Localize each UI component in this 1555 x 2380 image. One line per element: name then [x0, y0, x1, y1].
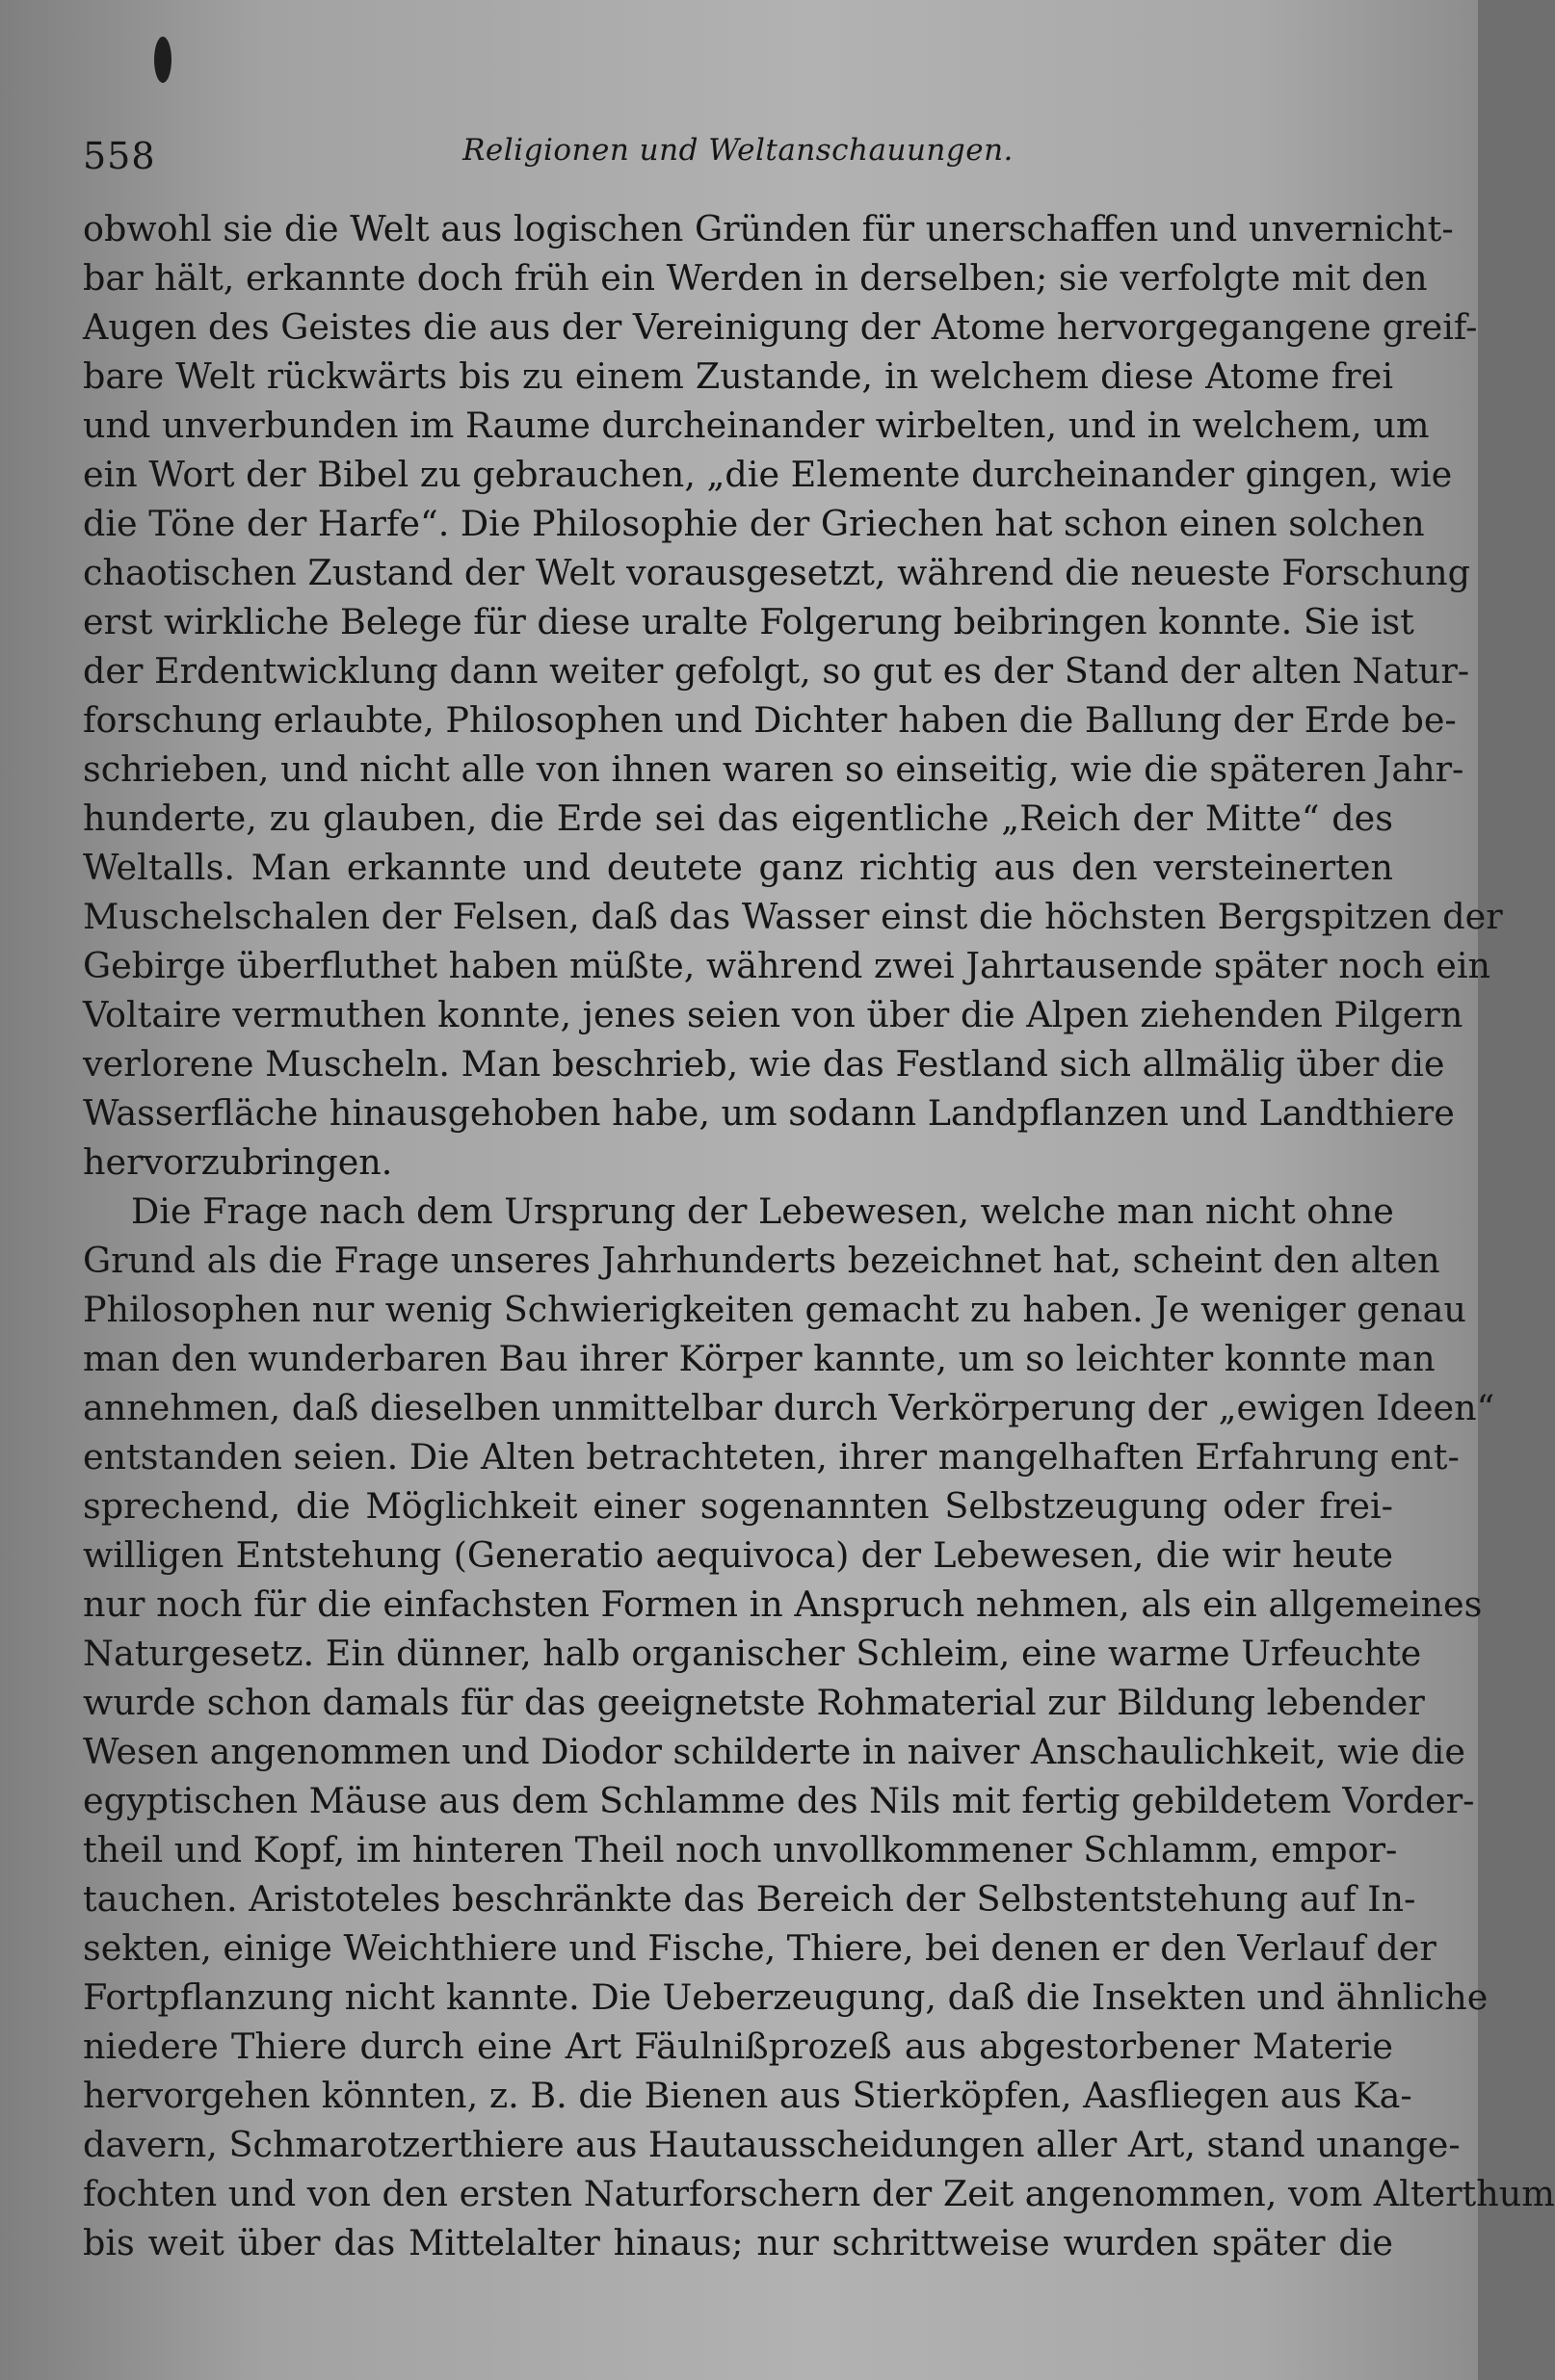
text-line: man den wunderbaren Bau ihrer Körper kannte, um so leichter konnte man: [83, 1338, 1436, 1379]
text-line: verlorene Muscheln. Man beschrieb, wie das Festland sich allmälig über die: [83, 1043, 1445, 1085]
text-line: Voltaire vermuthen konnte, jenes seien von über die Alpen ziehenden Pilgern: [83, 994, 1463, 1035]
text-line: Die Frage nach dem Ursprung der Lebewesen, welche man nicht ohne: [131, 1190, 1394, 1232]
text-line: bare Welt rückwärts bis zu einem Zustande, in welchem diese Atome frei: [83, 355, 1393, 397]
text-line: hervorgehen könnten, z. B. die Bienen aus Stierköpfen, Aasfliegen aus Ka-: [83, 2075, 1412, 2116]
text-line: Augen des Geistes die aus der Vereinigung der Atome hervorgegangene greif-: [83, 306, 1478, 348]
text-line: niedere Thiere durch eine Art Fäulnißprozeß aus abgestorbener Materie: [83, 2026, 1393, 2067]
text-line: hervorzubringen.: [83, 1141, 393, 1183]
text-line: tauchen. Aristoteles beschränkte das Bereich der Selbstentstehung auf In-: [83, 1878, 1416, 1920]
text-line: Wasserfläche hinausgehoben habe, um sodann Landpflanzen und Landthiere: [83, 1092, 1455, 1134]
text-line: schrieben, und nicht alle von ihnen waren so einseitig, wie die späteren Jahr-: [83, 748, 1464, 790]
text-line: Philosophen nur wenig Schwierigkeiten gemacht zu haben. Je weniger genau: [83, 1289, 1466, 1330]
text-line: obwohl sie die Welt aus logischen Gründen für unerschaffen und unvernicht-: [83, 208, 1454, 249]
text-line: erst wirkliche Belege für diese uralte Folgerung beibringen konnte. Sie ist: [83, 601, 1414, 642]
text-line: der Erdentwicklung dann weiter gefolgt, so gut es der Stand der alten Natur-: [83, 650, 1470, 692]
paragraph-1: [83, 204, 1503, 1187]
text-line: annehmen, daß dieselben unmittelbar durch Verkörperung der „ewigen Ideen“: [83, 1387, 1495, 1428]
body-text: [83, 204, 1555, 2267]
text-line: Muschelschalen der Felsen, daß das Wasser einst die höchsten Bergspitzen der: [83, 896, 1503, 937]
text-line: Wesen angenommen und Diodor schilderte in naiver Anschaulichkeit, wie die: [83, 1731, 1465, 1772]
text-line: Fortpflanzung nicht kannte. Die Ueberzeugung, daß die Insekten und ähnliche: [83, 1976, 1489, 2018]
text-line: ein Wort der Bibel zu gebrauchen, „die Elemente durcheinander gingen, wie: [83, 454, 1453, 495]
text-line: die Töne der Harfe“. Die Philosophie der Griechen hat schon einen solchen: [83, 503, 1425, 544]
paragraph-2: [83, 1187, 1555, 2267]
text-line: fochten und von den ersten Naturforschern der Zeit angenommen, vom Alterthum: [83, 2173, 1555, 2214]
text-line: willigen Entstehung (Generatio aequivoca) der Lebewesen, die wir heute: [83, 1534, 1393, 1576]
text-line: Weltalls. Man erkannte und deutete ganz richtig aus den versteinerten: [83, 847, 1393, 888]
text-line: hunderte, zu glauben, die Erde sei das eigentliche „Reich der Mitte“ des: [83, 798, 1393, 839]
text-line: theil und Kopf, im hinteren Theil noch unvollkommener Schlamm, empor-: [83, 1829, 1398, 1870]
text-line: bis weit über das Mittelalter hinaus; nur schrittweise wurden später die: [83, 2222, 1393, 2263]
text-line: chaotischen Zustand der Welt vorausgesetzt, während die neueste Forschung: [83, 552, 1471, 593]
page-header: [83, 131, 1393, 189]
text-line: wurde schon damals für das geeignetste Rohmaterial zur Bildung lebender: [83, 1682, 1425, 1723]
text-line: nur noch für die einfachsten Formen in Anspruch nehmen, als ein allgemeines: [83, 1583, 1483, 1625]
text-line: Grund als die Frage unseres Jahrhunderts bezeichnet hat, scheint den alten: [83, 1240, 1440, 1281]
text-line: entstanden seien. Die Alten betrachteten, ihrer mangelhaften Erfahrung ent-: [83, 1436, 1460, 1478]
page-number: 558: [83, 135, 156, 177]
text-line: bar hält, erkannte doch früh ein Werden in derselben; sie verfolgte mit den: [83, 257, 1428, 299]
text-line: forschung erlaubte, Philosophen und Dichter haben die Ballung der Erde be-: [83, 699, 1457, 741]
text-line: davern, Schmarotzerthiere aus Hautausscheidungen aller Art, stand unange-: [83, 2124, 1461, 2165]
running-title: Religionen und Weltanschauungen.: [462, 133, 1014, 168]
text-line: sekten, einige Weichthiere und Fische, Thiere, bei denen er den Verlauf der: [83, 1927, 1436, 1969]
text-line: sprechend, die Möglichkeit einer sogenannten Selbstzeugung oder frei-: [83, 1485, 1393, 1527]
text-line: und unverbunden im Raume durcheinander wirbelten, und in welchem, um: [83, 405, 1430, 446]
text-line: Gebirge überfluthet haben müßte, während zwei Jahrtausende später noch ein: [83, 945, 1491, 986]
ink-blot: [154, 37, 171, 83]
text-line: egyptischen Mäuse aus dem Schlamme des Nils mit fertig gebildetem Vorder-: [83, 1780, 1475, 1821]
text-line: Naturgesetz. Ein dünner, halb organischer Schleim, eine warme Urfeuchte: [83, 1633, 1422, 1674]
